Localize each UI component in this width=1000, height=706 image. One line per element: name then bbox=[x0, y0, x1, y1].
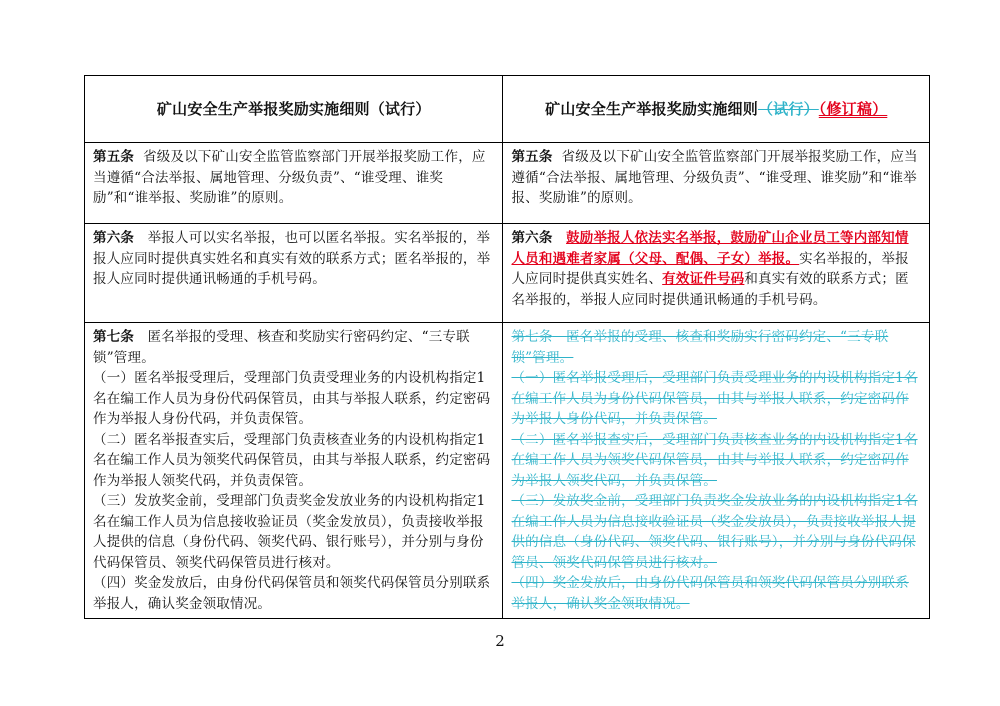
article-5-left bbox=[85, 143, 503, 224]
article-label: 第六条 bbox=[93, 230, 135, 246]
deleted-intro-line bbox=[511, 327, 921, 368]
article-7-item: （二）匿名举报查实后，受理部门负责核查业务的内设机构指定1名在编工作人员为领奖代码保管员，由其与举报人联系，约定密码作为举报人领奖代码，并负责保管。 bbox=[93, 431, 491, 489]
right-title-base: 矿山安全生产举报奖励实施细则 bbox=[545, 99, 758, 118]
article-label: 第六条 bbox=[511, 230, 553, 246]
right-title-deleted: （试行） bbox=[757, 99, 819, 118]
article-7-item: （四）奖金发放后，由身份代码保管员和领奖代码保管员分别联系举报人，确认奖金领取情况。 bbox=[93, 575, 491, 612]
right-title-inserted: （修订稿） bbox=[818, 99, 888, 118]
article-text: 省级及以下矿山安全监管监察部门开展举报奖励工作，应当遵循“合法举报、属地管理、分级负责”、“谁受理、谁奖励”和“谁举报、奖励谁”的原则。 bbox=[93, 149, 486, 206]
article-text: 省级及以下矿山安全监管监察部门开展举报奖励工作，应当遵循“合法举报、属地管理、分级负责”、“谁受理、谁奖励”和“谁举报、奖励谁”的原则。 bbox=[511, 149, 918, 206]
comparison-table bbox=[84, 75, 930, 619]
article-6-right bbox=[503, 224, 930, 323]
article-5-right bbox=[503, 143, 930, 224]
inserted-text: 有效证件号码 bbox=[662, 271, 745, 287]
page-number: 2 bbox=[495, 632, 505, 650]
article-text: 举报人可以实名举报，也可以匿名举报。实名举报的，举报人应同时提供真实姓名和真实有效的联系方式；匿名举报的，举报人应同时提供通讯畅通的手机号码。 bbox=[93, 230, 491, 287]
article-label: 第七条 bbox=[93, 329, 135, 345]
left-column-title: 矿山安全生产举报奖励实施细则（试行） bbox=[85, 76, 503, 143]
article-7-item: （三）发放奖金前，受理部门负责奖金发放业务的内设机构指定1名在编工作人员为信息接收验证员（奖金发放员），负责接收举报人提供的信息（身份代码、领奖代码、银行账号），并分别与身份代码保管员、领奖代码保管员进行核对。 bbox=[93, 493, 486, 571]
article-7-row bbox=[85, 323, 930, 619]
article-7-left bbox=[85, 323, 503, 619]
right-column-title bbox=[503, 76, 930, 143]
article-7-right-deleted bbox=[503, 323, 930, 619]
article-text: 和真实有效的联系方式；匿名举报的，举报人应同时提供通讯畅通的手机号码。 bbox=[511, 271, 909, 308]
deleted-item: （二）匿名举报查实后，受理部门负责核查业务的内设机构指定1名在编工作人员为领奖代码保管员，由其与举报人联系，约定密码作为举报人领奖代码，并负责保管。 bbox=[511, 431, 918, 489]
article-6-left bbox=[85, 224, 503, 323]
article-label: 第五条 bbox=[511, 149, 553, 165]
article-5-row bbox=[85, 143, 930, 224]
article-7-intro-line bbox=[93, 327, 494, 368]
deleted-item: （三）发放奖金前，受理部门负责奖金发放业务的内设机构指定1名在编工作人员为信息接收验证员（奖金发放员），负责接收举报人提供的信息（身份代码、领奖代码、银行账号），并分别与身份代码保管员、领奖代码保管员进行核对。 bbox=[511, 493, 918, 571]
article-6-row bbox=[85, 224, 930, 323]
deleted-item: （四）奖金发放后，由身份代码保管员和领奖代码保管员分别联系举报人，确认奖金领取情况。 bbox=[511, 575, 909, 612]
article-7-item: （一）匿名举报受理后，受理部门负责受理业务的内设机构指定1名在编工作人员为身份代码保管员，由其与举报人联系，约定密码作为举报人身份代码，并负责保管。 bbox=[93, 370, 491, 427]
deleted-item: （一）匿名举报受理后，受理部门负责受理业务的内设机构指定1名在编工作人员为身份代码保管员，由其与举报人联系，约定密码作为举报人身份代码，并负责保管。 bbox=[511, 370, 918, 427]
article-label: 第七条 bbox=[511, 329, 553, 345]
article-text: 匿名举报的受理、核查和奖励实行密码约定、“三专联锁”管理。 bbox=[511, 329, 889, 366]
article-text: 匿名举报的受理、核查和奖励实行密码约定、“三专联锁”管理。 bbox=[93, 329, 470, 366]
article-text: 实名举报的，举报人应同时提供真实姓名、 bbox=[511, 250, 909, 287]
article-label: 第五条 bbox=[93, 149, 135, 165]
header-row bbox=[85, 76, 930, 143]
inserted-text: 鼓励举报人依法实名举报，鼓励矿山企业员工等内部知情人员和遇难者家属（父母、配偶、子女）举报。 bbox=[511, 230, 909, 267]
